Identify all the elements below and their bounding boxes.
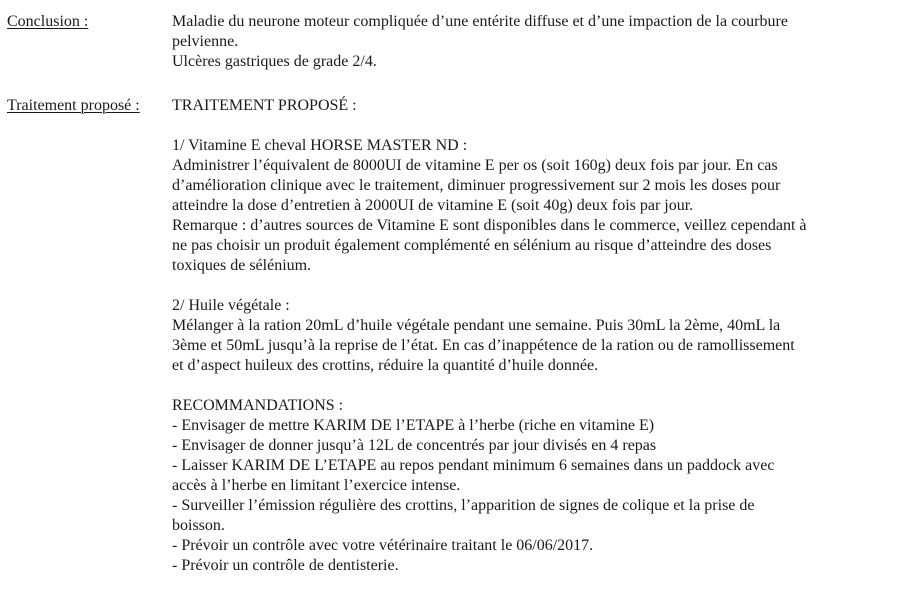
vegetable-oil-item [172, 296, 887, 376]
recommendations-title: RECOMMANDATIONS : [172, 397, 344, 414]
vegetable-oil-line: et d’aspect huileux des crottins, réduire la quantité d’huile donnée. [172, 357, 599, 374]
conclusion-line: Maladie du neurone moteur compliquée d’une entérite diffuse et d’une impaction de la courbure [172, 13, 788, 30]
vitamin-e-line: toxiques de sélénium. [172, 257, 312, 274]
treatment-text [172, 96, 887, 576]
spacer [172, 376, 887, 396]
vitamin-e-line: Administrer l’équivalent de 8000UI de vitamine E per os (soit 160g) deux fois par jour. En cas [172, 157, 778, 174]
conclusion-line: pelvienne. [172, 33, 239, 50]
recommendation-line: - Envisager de donner jusqu’à 12L de concentrés par jour divisés en 4 repas [172, 437, 657, 454]
vitamin-e-item [172, 136, 887, 276]
vitamin-e-line: Remarque : d’autres sources de Vitamine E sont disponibles dans le commerce, veillez cependant à [172, 217, 807, 234]
treatment-heading: TRAITEMENT PROPOSÉ : [172, 97, 357, 114]
recommendation-line: - Laisser KARIM DE L’ETAPE au repos pendant minimum 6 semaines dans un paddock avec [172, 457, 775, 474]
spacer [172, 276, 887, 296]
recommendation-line: boisson. [172, 517, 225, 534]
vitamin-e-line: ne pas choisir un produit également complémenté en sélénium au risque d’atteindre des doses [172, 237, 772, 254]
conclusion-label: Conclusion : [7, 13, 89, 30]
recommendation-line: - Prévoir un contrôle avec votre vétérinaire traitant le 06/06/2017. [172, 537, 594, 554]
vitamin-e-title: 1/ Vitamine E cheval HORSE MASTER ND : [172, 137, 468, 154]
vegetable-oil-line: 3ème et 50mL jusqu’à la reprise de l’état. En cas d’inappétence de la ration ou de ramollissement [172, 337, 795, 354]
vegetable-oil-title: 2/ Huile végétale : [172, 297, 290, 314]
vitamin-e-line: atteindre la dose d’entretien à 2000UI de vitamine E (soit 40g) deux fois par jour. [172, 197, 694, 214]
recommendation-line: - Prévoir un contrôle de dentisterie. [172, 557, 399, 574]
recommendations-block [172, 396, 887, 576]
recommendation-line: - Surveiller l’émission régulière des crottins, l’apparition de signes de colique et la prise de [172, 497, 755, 514]
recommendation-line: accès à l’herbe en limitant l’exercice intense. [172, 477, 461, 494]
vitamin-e-line: d’amélioration clinique avec le traitement, diminuer progressivement sur 2 mois les doses pour [172, 177, 781, 194]
recommendation-line: - Envisager de mettre KARIM DE l’ETAPE à l’herbe (riche en vitamine E) [172, 417, 655, 434]
conclusion-text [172, 12, 887, 72]
vegetable-oil-line: Mélanger à la ration 20mL d’huile végétale pendant une semaine. Puis 30mL la 2ème, 40mL la [172, 317, 781, 334]
treatment-label: Traitement proposé : [7, 97, 140, 114]
conclusion-line: Ulcères gastriques de grade 2/4. [172, 53, 377, 70]
spacer [172, 116, 887, 136]
